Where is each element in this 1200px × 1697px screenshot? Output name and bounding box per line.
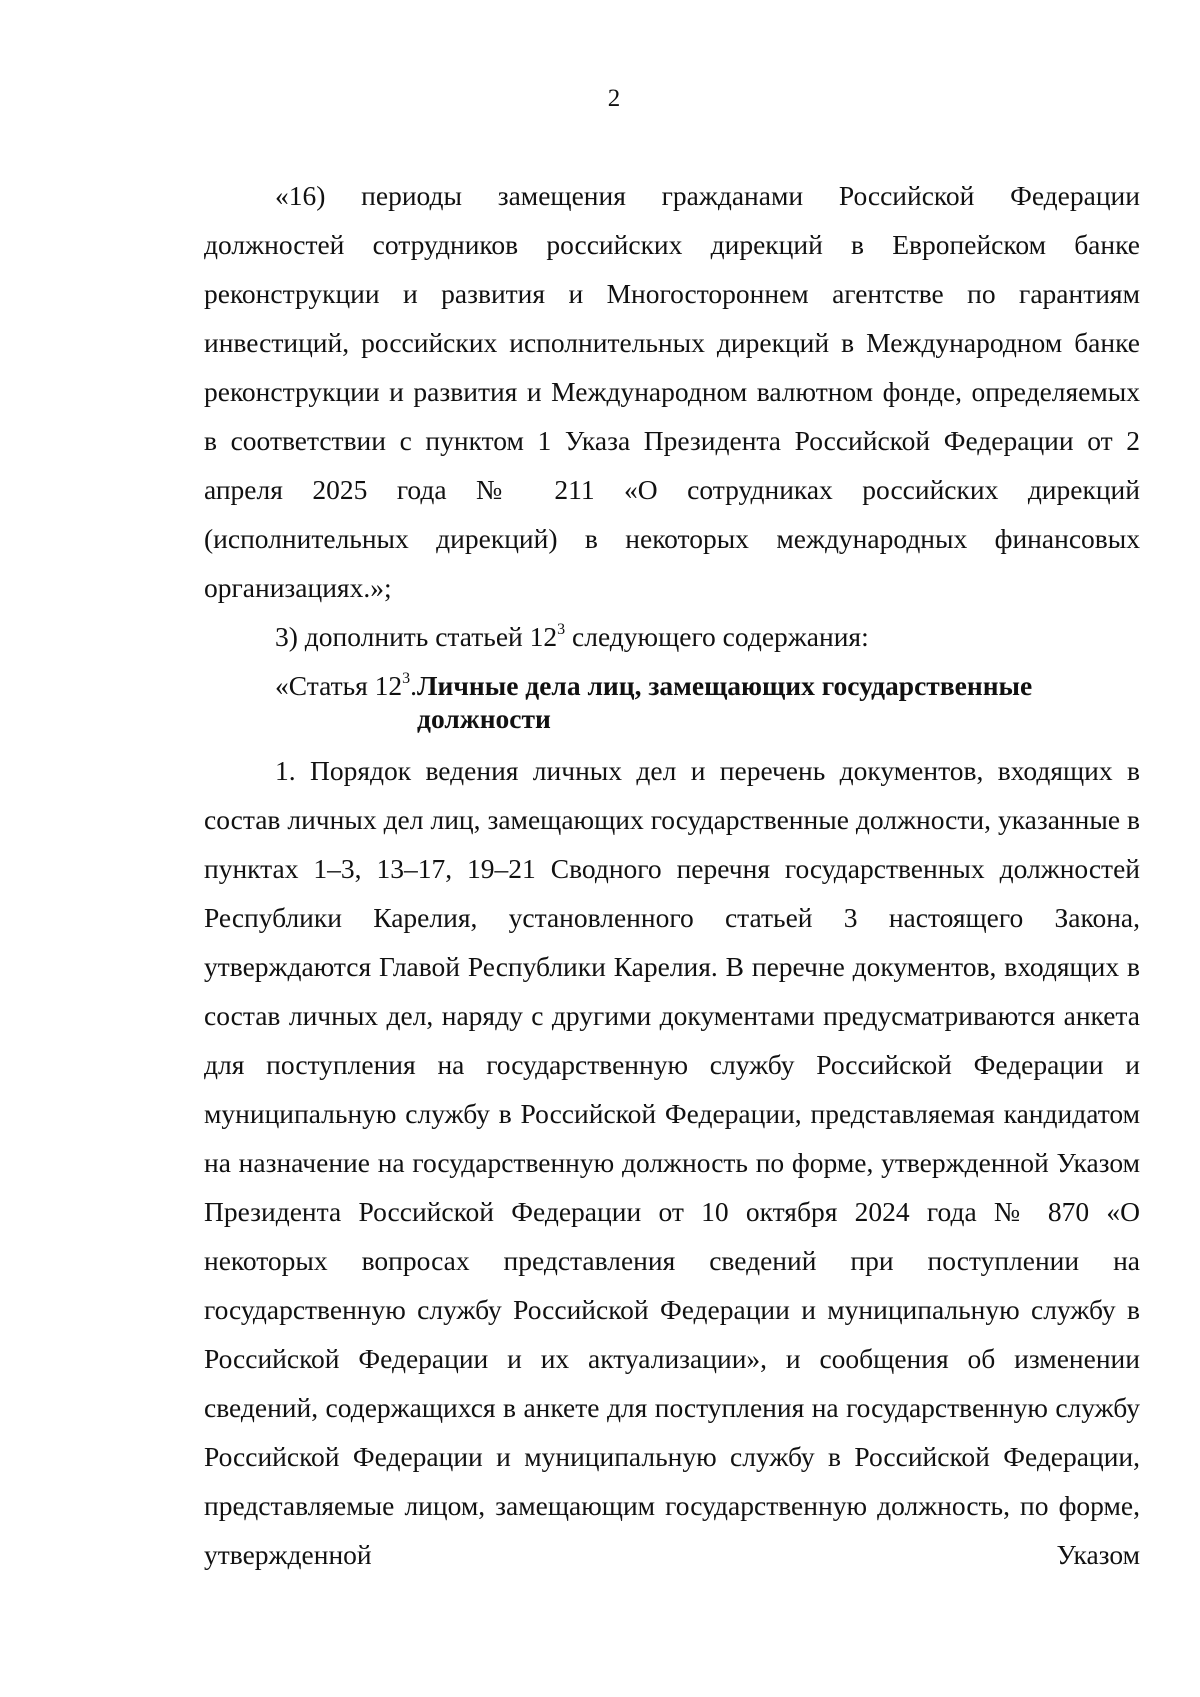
paragraph-point-1: 1. Порядок ведения личных дел и перечень документов, входящих в состав личных дел лиц, замещающих государственные должности, указанные в пунктах 1–3, 13–17, 19–21 Сводного перечня государственных должностей Республики Карелия, установленного статьей 3 настоящего Закона, утверждаются Главой Республики Карелия. В перечне документов, входящих в состав личных дел, наряду с другими документами предусматриваются анкета для поступления на государственную службу Российской Федерации и муниципальную службу в Российской Федерации, представляемая кандидатом на назначение на государственную должность по форме, утвержденной Указом Президента Российской Федерации от 10 октября 2024 года № 870 «О некоторых вопросах представления сведений при поступлении на государственную службу Российской Федерации и муниципальную службу в Российской Федерации и их актуализации», и сообщения об изменении сведений, содержащихся в анкете для поступления на государственную службу Российской Федерации и муниципальную службу в Российской Федерации, представляемые лицом, замещающим государственную должность, по форме, утвержденной Указом — [204, 755, 1140, 1570]
page-number: 2 — [607, 85, 621, 112]
paragraph-item-3 — [204, 612, 1140, 661]
article-prefix-dot: . — [410, 670, 418, 701]
item-3-text-start: 3) дополнить статьей 12 — [275, 621, 558, 652]
article-title: Личные дела лиц, замещающих государственные должности — [417, 670, 1033, 734]
document-body — [204, 171, 1140, 1579]
item-3-text-end: следующего содержания: — [565, 621, 869, 652]
article-superscript: 3 — [402, 669, 411, 687]
item-3-superscript: 3 — [557, 620, 566, 638]
article-heading — [204, 669, 1140, 735]
paragraph-item-16: «16) периоды замещения гражданами Российской Федерации должностей сотрудников российских дирекций в Европейском банке реконструкции и развития и Многостороннем агентстве по гарантиям инвестиций, российских исполнительных дирекций в Международном банке реконструкции и развития и Международном валютном фонде, определяемых в соответствии с пунктом 1 Указа Президента Российской Федерации от 2 апреля 2025 года № 211 «О сотрудниках российских дирекций (исполнительных дирекций) в некоторых международных финансовых организациях.»; — [204, 180, 1140, 603]
article-number — [275, 669, 417, 702]
article-prefix: «Статья 12 — [275, 670, 403, 701]
